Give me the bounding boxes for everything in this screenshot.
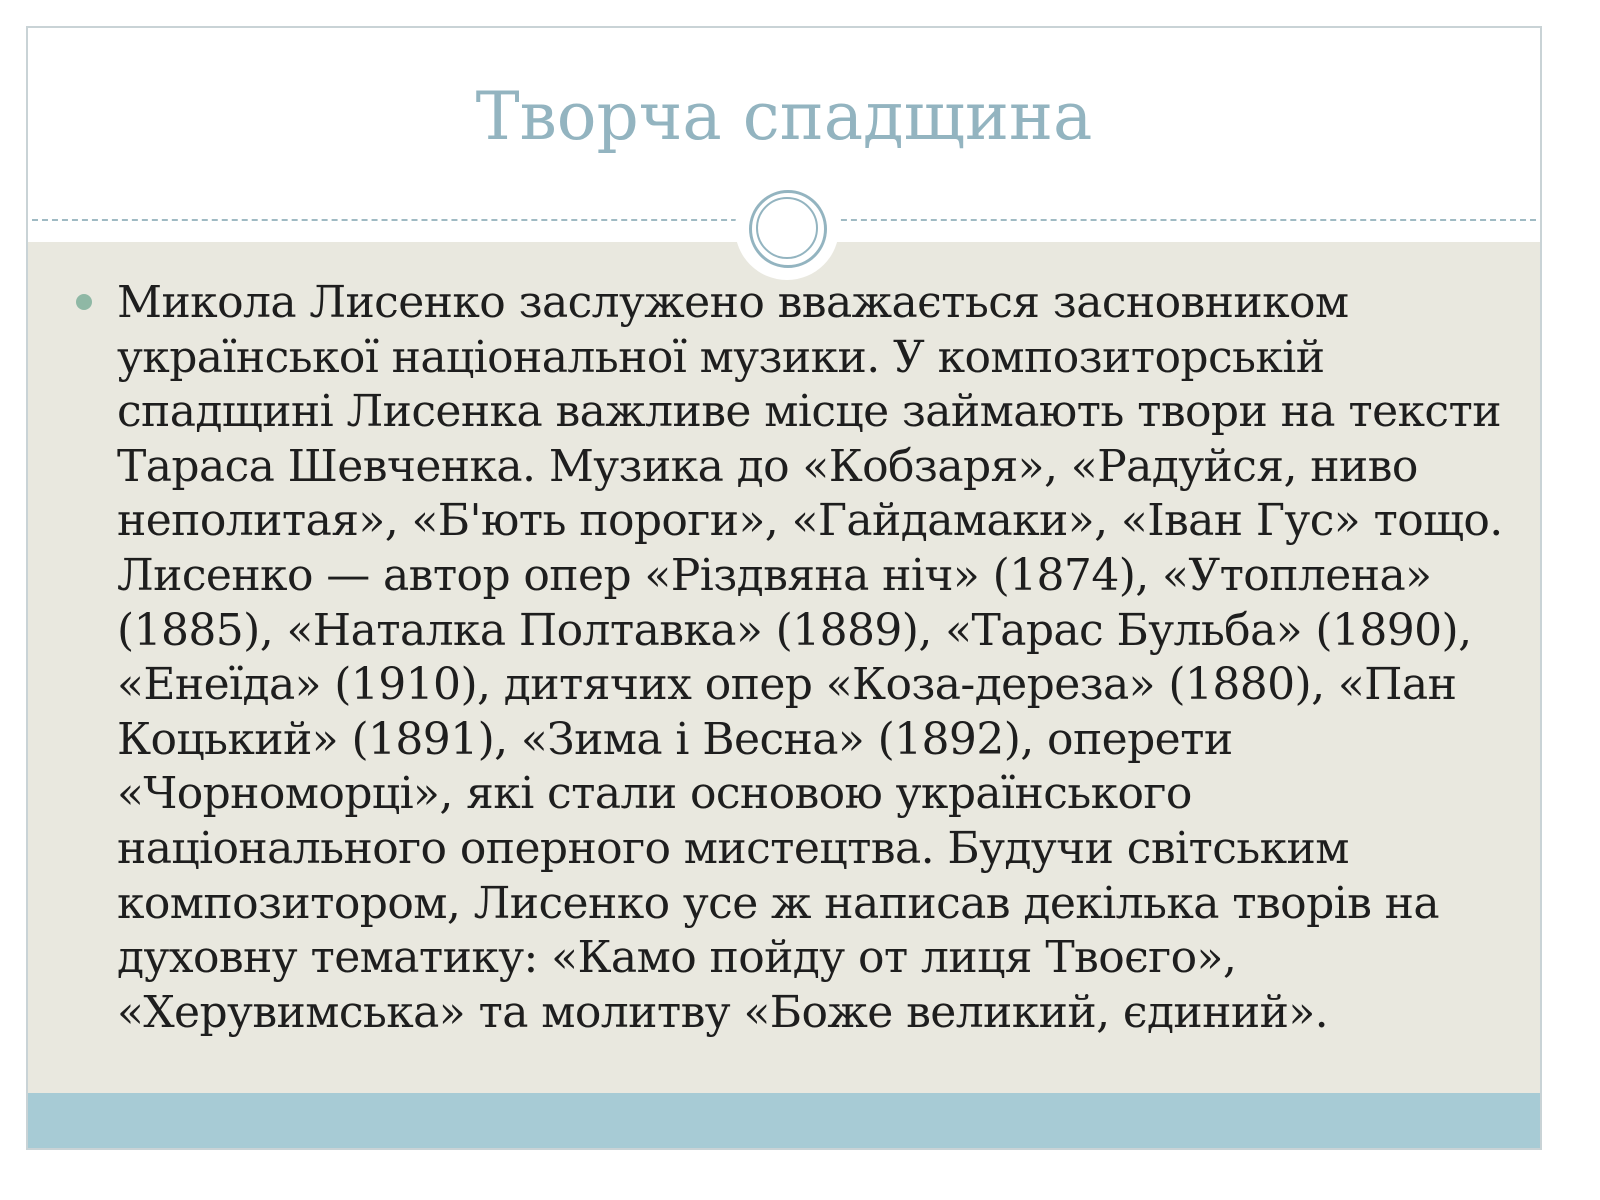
inner-ring bbox=[756, 197, 818, 259]
footer-band bbox=[28, 1093, 1540, 1148]
bullet-text: Микола Лисенко заслужено вважається засновником української національної музики. У композиторській спадщині Лисенка важливе місце займають твори на тексти Тараса Шевченка. Музика до «Кобзаря», «Радуйся, ниво неполитая», «Б'ють пороги», «Гайдамаки», «Іван Гус» тощо. Лисенко — автор опер «Різдвяна ніч» (1874), «Утоплена» (1885), «Наталка Полтавка» (1889), «Тарас Бульба» (1890), «Енеїда» (1910), дитячих опер «Коза-дереза» (1880), «Пан Коцький» (1891), «Зима і Весна» (1892), оперети «Чорноморці», які стали основою українського національного оперного мистецтва. Будучи світським композитором, Лисенко усе ж написав декілька творів на духовну тематику: «Камо пойду от лиця Твоєго», «Херувимська» та молитву «Боже великий, єдиний». bbox=[117, 277, 1503, 1038]
bullet-item bbox=[76, 276, 1516, 1040]
outer-ring bbox=[749, 190, 827, 268]
double-ring-circle-icon bbox=[735, 176, 839, 280]
slide bbox=[26, 26, 1542, 1150]
round-bullet-icon bbox=[76, 294, 92, 310]
slide-title: Творча спадщина bbox=[475, 78, 1093, 155]
